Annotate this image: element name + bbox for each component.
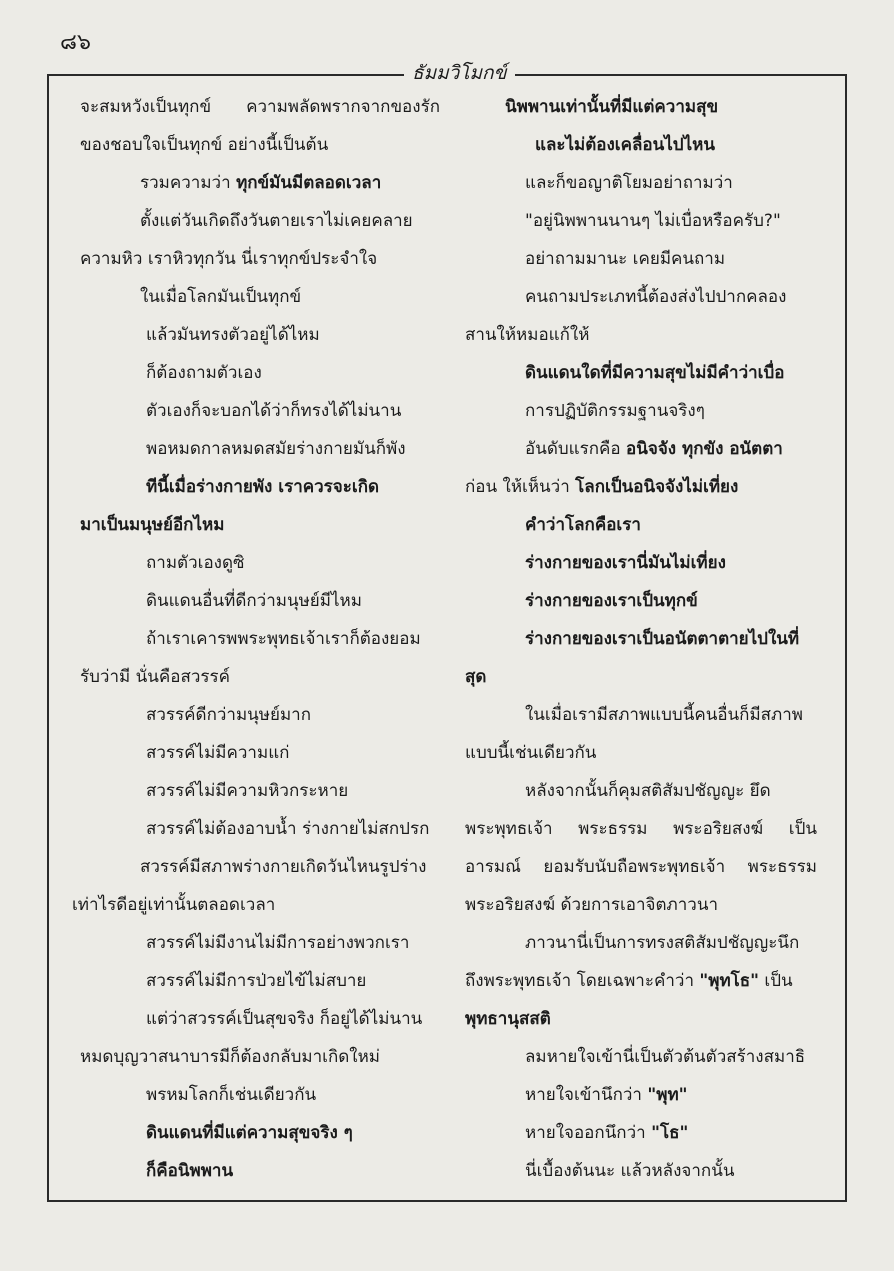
- page-number: ๘๖: [60, 30, 91, 55]
- text-line: หมดบุญวาสนาบารมีก็ต้องกลับมาเกิดใหม่: [80, 1047, 380, 1067]
- bold-text-line: และไม่ต้องเคลื่อนไปไหน: [535, 135, 715, 155]
- text-line: พรหมโลกก็เช่นเดียวกัน: [146, 1085, 317, 1105]
- text-line: หลังจากนั้นก็คุมสติสัมปชัญญะ ยึด: [525, 781, 771, 801]
- bold-text-line: ร่างกายของเรานี่มันไม่เที่ยง: [525, 553, 726, 573]
- running-header-title: ธัมมวิโมกข์: [404, 58, 515, 88]
- text-line: รับว่ามี นั่นคือสวรรค์: [80, 667, 231, 687]
- text-line: นี่เบื้องต้นนะ แล้วหลังจากนั้น: [525, 1161, 735, 1181]
- text-line: และก็ขอญาติโยมอย่าถามว่า: [525, 173, 733, 193]
- text-line: ตั้งแต่วันเกิดถึงวันตายเราไม่เคยคลาย: [140, 211, 413, 231]
- text-line: อย่าถามมานะ เคยมีคนถาม: [525, 249, 726, 269]
- bold-text-line: ร่างกายของเราเป็นทุกข์: [525, 591, 698, 611]
- text-line: สวรรค์ไม่ต้องอาบน้ำ ร่างกายไม่สกปรก: [146, 819, 430, 839]
- bold-text-line: ร่างกายของเราเป็นอนัตตาตายไปในที่: [525, 629, 800, 649]
- text-line: สวรรค์ไม่มีความหิวกระหาย: [146, 781, 349, 801]
- text-line: ความหิว เราหิวทุกวัน นี่เราทุกข์ประจำใจ: [80, 249, 378, 269]
- text-line: สวรรค์ดีกว่ามนุษย์มาก: [146, 705, 312, 725]
- text-run: หายใจออกนึกว่า: [525, 1123, 652, 1143]
- bold-text-line: นิพพานเท่านั้นที่มีแต่ความสุข: [505, 97, 719, 117]
- text-line: [465, 962, 817, 1000]
- bold-text-line: ทีนี้เมื่อร่างกายพัง เราควรจะเกิด: [146, 477, 380, 497]
- text-line: [80, 164, 440, 202]
- text-line: ก็ต้องถามตัวเอง: [146, 363, 262, 383]
- text-line: ถ้าเราเคารพพระพุทธเจ้าเราก็ต้องยอม: [146, 629, 421, 649]
- bold-text-line: มาเป็นมนุษย์อีกไหม: [80, 515, 225, 535]
- text-line: [465, 1076, 817, 1114]
- text-line: อารมณ์ ยอมรับนับถือพระพุทธเจ้า พระธรรม: [465, 857, 817, 877]
- text-run: เป็น: [759, 971, 793, 991]
- text-run: รวมความว่า: [140, 173, 237, 193]
- bold-text-line: พุทธานุสสติ: [465, 1009, 551, 1029]
- text-run: หายใจเข้านึกว่า: [525, 1085, 648, 1105]
- text-line: พอหมดกาลหมดสมัยร่างกายมันก็พัง: [146, 439, 406, 459]
- text-line: สวรรค์ไม่มีความแก่: [146, 743, 290, 763]
- bold-text-line: สุด: [465, 667, 487, 687]
- bold-text-line: ดินแดนใดที่มีความสุขไม่มีคำว่าเบื่อ: [525, 363, 785, 383]
- text-line: จะสมหวังเป็นทุกข์ ความพลัดพรากจากของรัก: [80, 97, 440, 117]
- bold-text-run: "พุทโธ": [699, 971, 760, 991]
- text-line: พระพุทธเจ้า พระธรรม พระอริยสงฆ์ เป็น: [465, 819, 817, 839]
- bold-text-run: โลกเป็นอนิจจังไม่เที่ยง: [575, 477, 739, 497]
- bold-text-run: "โธ": [651, 1123, 689, 1143]
- text-line: แต่ว่าสวรรค์เป็นสุขจริง ก็อยู่ได้ไม่นาน: [146, 1009, 423, 1029]
- bold-text-run: อนิจจัง ทุกขัง อนัตตา: [626, 439, 783, 459]
- text-line: [465, 430, 817, 468]
- text-line: สานให้หมอแก้ให้: [465, 325, 590, 345]
- text-line: ในเมื่อเรามีสภาพแบบนี้คนอื่นก็มีสภาพ: [525, 705, 803, 725]
- right-column: [465, 88, 817, 1190]
- text-run: อันดับแรกคือ: [525, 439, 627, 459]
- text-line: [465, 468, 817, 506]
- text-line: ดินแดนอื่นที่ดีกว่ามนุษย์มีไหม: [146, 591, 362, 611]
- text-line: สวรรค์ไม่มีงานไม่มีการอย่างพวกเรา: [146, 933, 410, 953]
- text-line: คนถามประเภทนี้ต้องส่งไปปากคลอง: [525, 287, 787, 307]
- text-line: ในเมื่อโลกมันเป็นทุกข์: [140, 287, 302, 307]
- bold-text-line: คำว่าโลกคือเรา: [525, 515, 641, 535]
- text-line: ของชอบใจเป็นทุกข์ อย่างนี้เป็นต้น: [80, 135, 329, 155]
- text-line: ถามตัวเองดูซิ: [146, 553, 245, 573]
- bold-text-line: ก็คือนิพพาน: [146, 1161, 234, 1181]
- text-line: สวรรค์ไม่มีการป่วยไข้ไม่สบาย: [146, 971, 367, 991]
- text-line: "อยู่นิพพานนานๆ ไม่เบื่อหรือครับ?": [525, 211, 781, 231]
- text-run: ก่อน ให้เห็นว่า: [465, 477, 576, 497]
- bold-text-run: "พุท": [647, 1085, 688, 1105]
- text-line: ลมหายใจเข้านี่เป็นตัวต้นตัวสร้างสมาธิ: [525, 1047, 806, 1067]
- text-line: สวรรค์มีสภาพร่างกายเกิดวันไหนรูปร่าง: [140, 857, 427, 877]
- text-line: แล้วมันทรงตัวอยู่ได้ไหม: [146, 325, 320, 345]
- text-line: เท่าไรดีอยู่เท่านั้นตลอดเวลา: [72, 895, 276, 915]
- text-line: พระอริยสงฆ์ ด้วยการเอาจิตภาวนา: [465, 895, 719, 915]
- text-line: ตัวเองก็จะบอกได้ว่าก็ทรงได้ไม่นาน: [146, 401, 402, 421]
- text-line: ภาวนานี่เป็นการทรงสติสัมปชัญญะนึก: [525, 933, 800, 953]
- bold-text-run: ทุกข์มันมีตลอดเวลา: [236, 173, 382, 193]
- bold-text-line: ดินแดนที่มีแต่ความสุขจริง ๆ: [146, 1123, 353, 1143]
- text-line: [465, 1114, 817, 1152]
- text-line: แบบนี้เช่นเดียวกัน: [465, 743, 597, 763]
- text-run: ถึงพระพุทธเจ้า โดยเฉพาะคำว่า: [465, 971, 700, 991]
- left-column: [72, 88, 440, 1190]
- text-line: การปฏิบัติกรรมฐานจริงๆ: [525, 401, 705, 421]
